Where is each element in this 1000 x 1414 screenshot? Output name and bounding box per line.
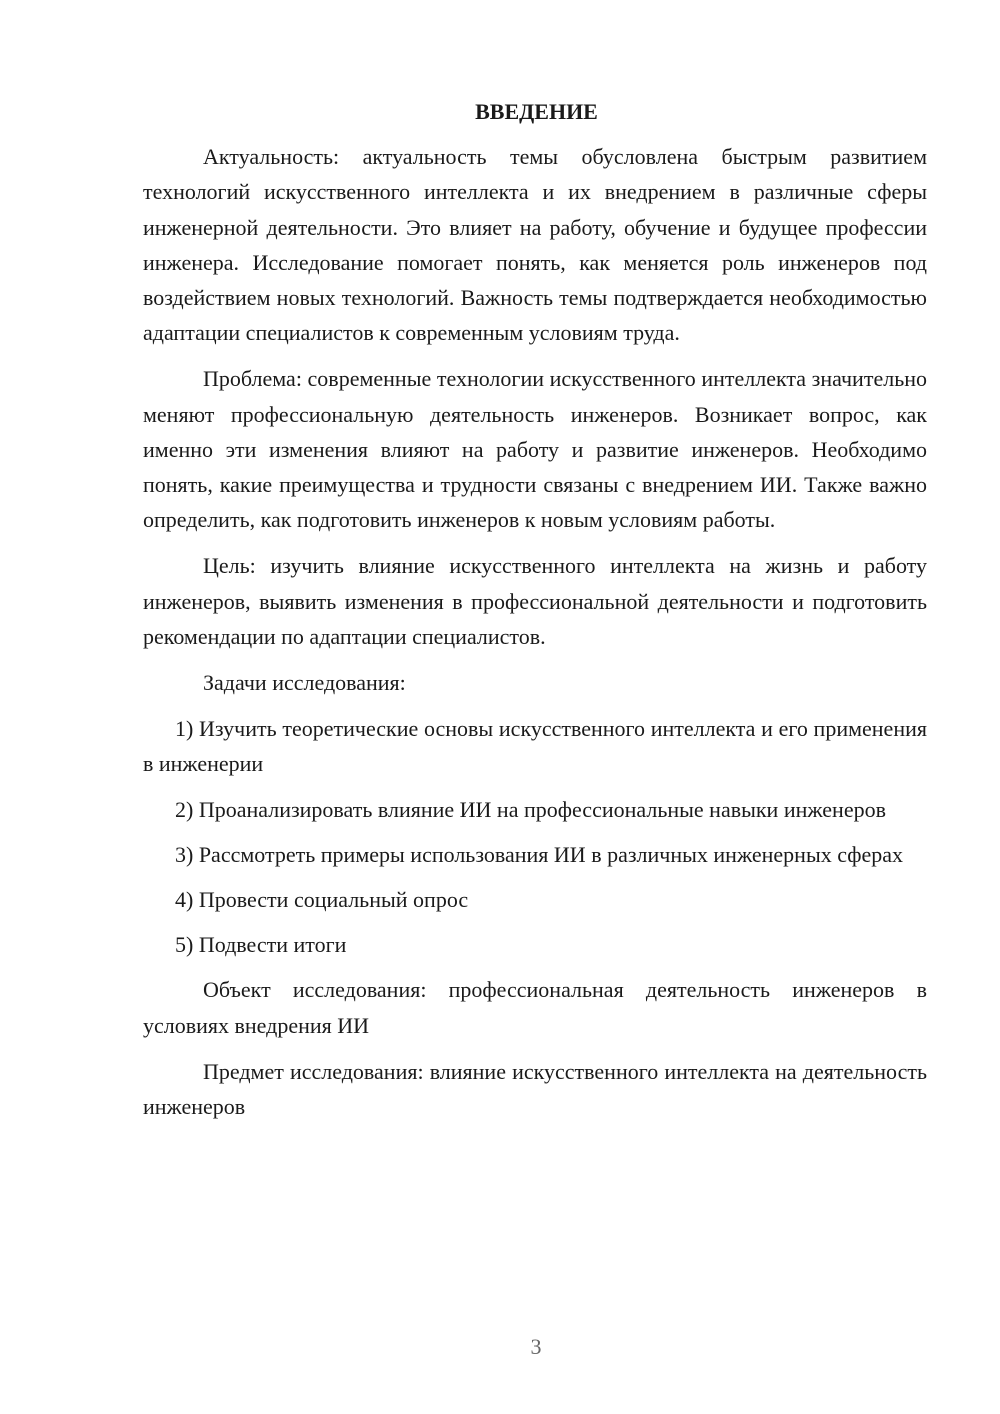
task-item-1: 1) Изучить теоретические основы искусственного интеллекта и его применения в инженерии (143, 716, 927, 777)
tasks-title: Задачи исследования: (203, 670, 406, 696)
object-paragraph: Объект исследования: профессиональная деятельность инженеров в условиях внедрения ИИ (143, 977, 927, 1038)
section-heading: ВВЕДЕНИЕ (475, 99, 598, 124)
relevance-paragraph: Актуальность: актуальность темы обусловлена быстрым развитием технологий искусственного интеллекта и их внедрением в различные сферы инженерной деятельности. Это влияет на работу, обучение и будущее профессии инженера. Исследование помогает понять, как меняется роль инженеров под воздействием новых технологий. Важность темы подтверждается необходимостью адаптации специалистов к современным условиям труда. (143, 144, 927, 346)
task-item-3: 3) Рассмотреть примеры использования ИИ в различных инженерных сферах (175, 841, 904, 867)
problem-paragraph: Проблема: современные технологии искусственного интеллекта значительно меняют профессиональную деятельность инженеров. Возникает вопрос, как именно эти изменения влияют на работу и развитие инженеров. Необходимо понять, какие преимущества и трудности связаны с внедрением ИИ. Также важно определить, как подготовить инженеров к новым условиям работы. (143, 366, 927, 533)
subject-paragraph: Предмет исследования: влияние искусственного интеллекта на деятельность инженеров (143, 1058, 927, 1120)
task-item-2: 2) Проанализировать влияние ИИ на профессиональные навыки инженеров (175, 796, 886, 822)
page-number: 3 (530, 1334, 542, 1359)
goal-paragraph: Цель: изучить влияние искусственного интеллекта на жизнь и работу инженеров, выявить изменения в профессиональной деятельности и подготовить рекомендации по адаптации специалистов. (143, 553, 927, 649)
task-item-5: 5) Подвести итоги (175, 932, 347, 958)
document-body (143, 94, 927, 1135)
task-item-4: 4) Провести социальный опрос (175, 887, 469, 913)
